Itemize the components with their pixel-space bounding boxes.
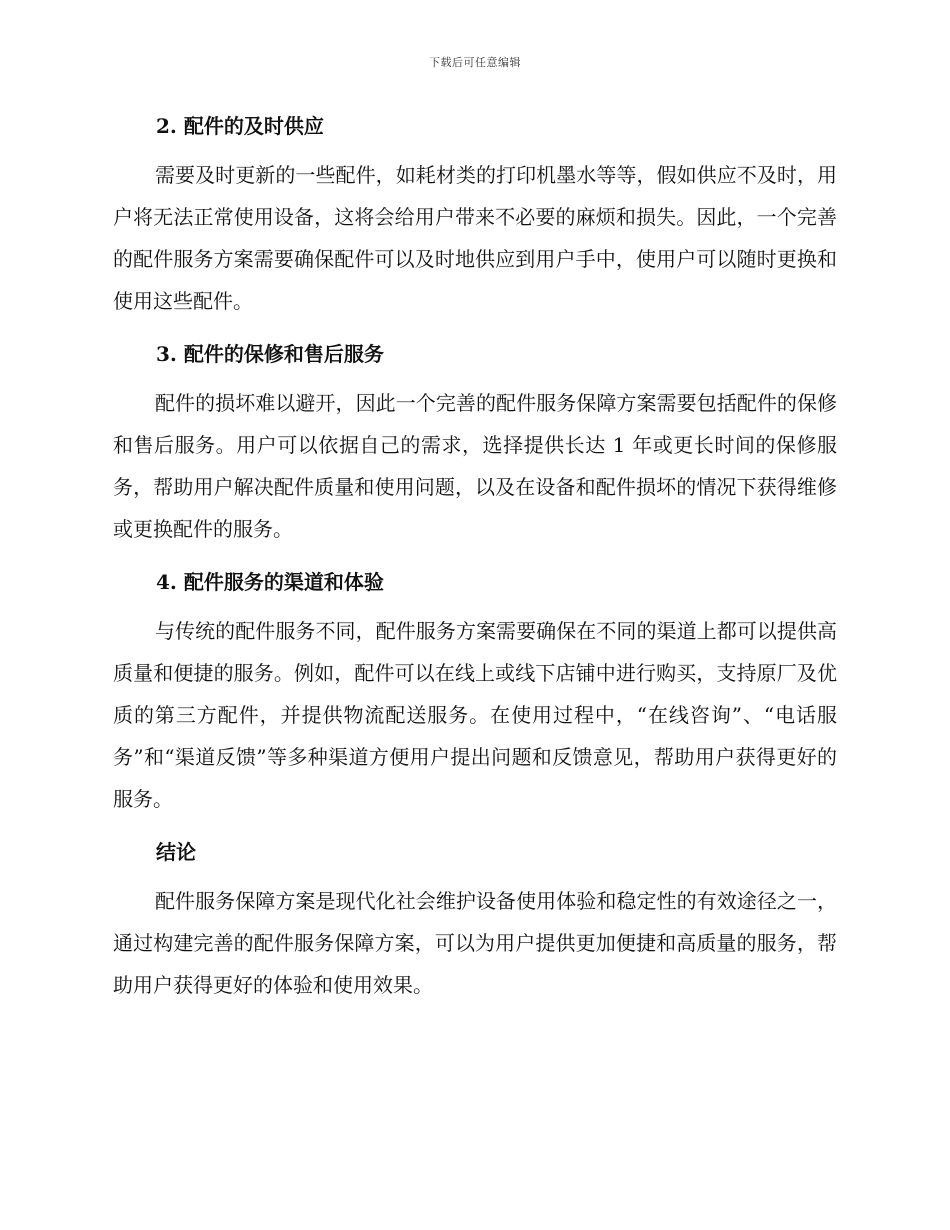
section-conclusion xyxy=(113,834,837,1006)
section-heading: 2. 配件的及时供应 xyxy=(156,114,324,138)
section-paragraph: 配件服务保障方案是现代化社会维护设备使用体验和稳定性的有效途径之一，通过构建完善的配件服务保障方案，可以为用户提供更加便捷和高质量的服务，帮助用户获得更好的体验和使用效果。 xyxy=(113,889,837,997)
section-paragraph: 配件的损坏难以避开，因此一个完善的配件服务保障方案需要包括配件的保修和售后服务。用户可以依据自己的需求，选择提供长达 1 年或更长时间的保修服务，帮助用户解决配件质量和使用问题，以及在设备和配件损坏的情况下获得维修或更换配件的服务。 xyxy=(113,391,837,541)
section-warranty xyxy=(113,336,837,550)
section-heading: 结论 xyxy=(156,840,196,864)
page-header-note: 下载后可任意编辑 xyxy=(429,56,521,69)
section-supply xyxy=(113,108,837,322)
section-paragraph: 需要及时更新的一些配件，如耗材类的打印机墨水等等，假如供应不及时，用户将无法正常使用设备，这将会给用户带来不必要的麻烦和损失。因此，一个完善的配件服务方案需要确保配件可以及时地供应到用户手中，使用户可以随时更换和使用这些配件。 xyxy=(113,163,837,313)
section-channels xyxy=(113,564,837,820)
section-heading: 3. 配件的保修和售后服务 xyxy=(156,342,384,366)
section-heading: 4. 配件服务的渠道和体验 xyxy=(156,570,384,594)
document-body xyxy=(113,108,837,1020)
section-paragraph: 与传统的配件服务不同，配件服务方案需要确保在不同的渠道上都可以提供高质量和便捷的服务。例如，配件可以在线上或线下店铺中进行购买，支持原厂及优质的第三方配件，并提供物流配送服务。在使用过程中，“在线咨询”、“电话服务”和“渠道反馈”等多种渠道方便用户提出问题和反馈意见，帮助用户获得更好的服务。 xyxy=(113,619,837,811)
